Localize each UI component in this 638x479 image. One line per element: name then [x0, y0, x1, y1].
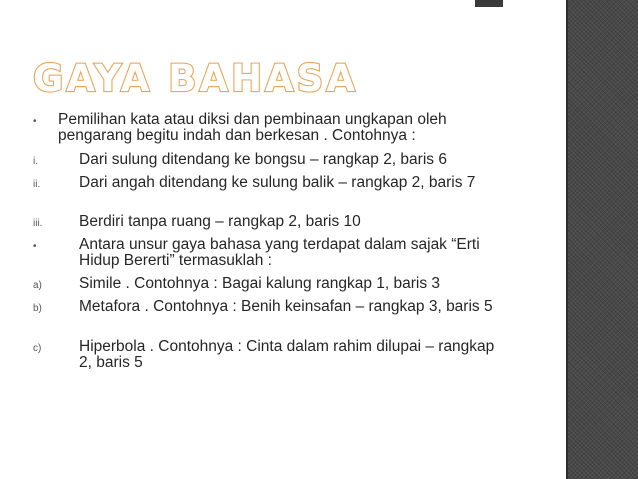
list-item-text: Berdiri tanpa ruang – rangkap 2, baris 10 [79, 213, 361, 230]
list-item-text: Simile . Contohnya : Bagai kalung rangkap 1, baris 3 [79, 275, 441, 292]
list-item-text: Hiperbola . Contohnya : Cinta dalam rahim dilupai – rangkap 2, baris 5 [79, 338, 495, 371]
list-marker: b) [33, 303, 42, 314]
decorative-tab [475, 0, 503, 7]
list-item-text: Metafora . Contohnya : Benih keinsafan – rangkap 3, baris 5 [79, 298, 493, 315]
side-band-edge [566, 0, 568, 479]
bullet-marker: • [33, 116, 37, 127]
list-item-text: Pemilihan kata atau diksi dan pembinaan ungkapan oleh pengarang begitu indah dan berkesan . Contohnya : [58, 111, 447, 144]
list-item-text: Dari sulung ditendang ke bongsu – rangkap 2, baris 6 [79, 151, 447, 168]
decorative-side-band [566, 0, 638, 479]
list-marker: iii. [33, 218, 43, 229]
list-marker: i. [33, 156, 38, 167]
list-marker: c) [33, 343, 42, 354]
list-item-text: Dari angah ditendang ke sulung balik – rangkap 2, baris 7 [79, 174, 476, 191]
list-marker: ii. [33, 179, 41, 190]
list-item-text: Antara unsur gaya bahasa yang terdapat dalam sajak “Erti Hidup Bererti” termasuklah : [79, 236, 480, 269]
slide-title: GAYA BAHASA [33, 57, 358, 100]
bullet-marker: • [33, 241, 37, 252]
list-marker: a) [33, 280, 42, 291]
